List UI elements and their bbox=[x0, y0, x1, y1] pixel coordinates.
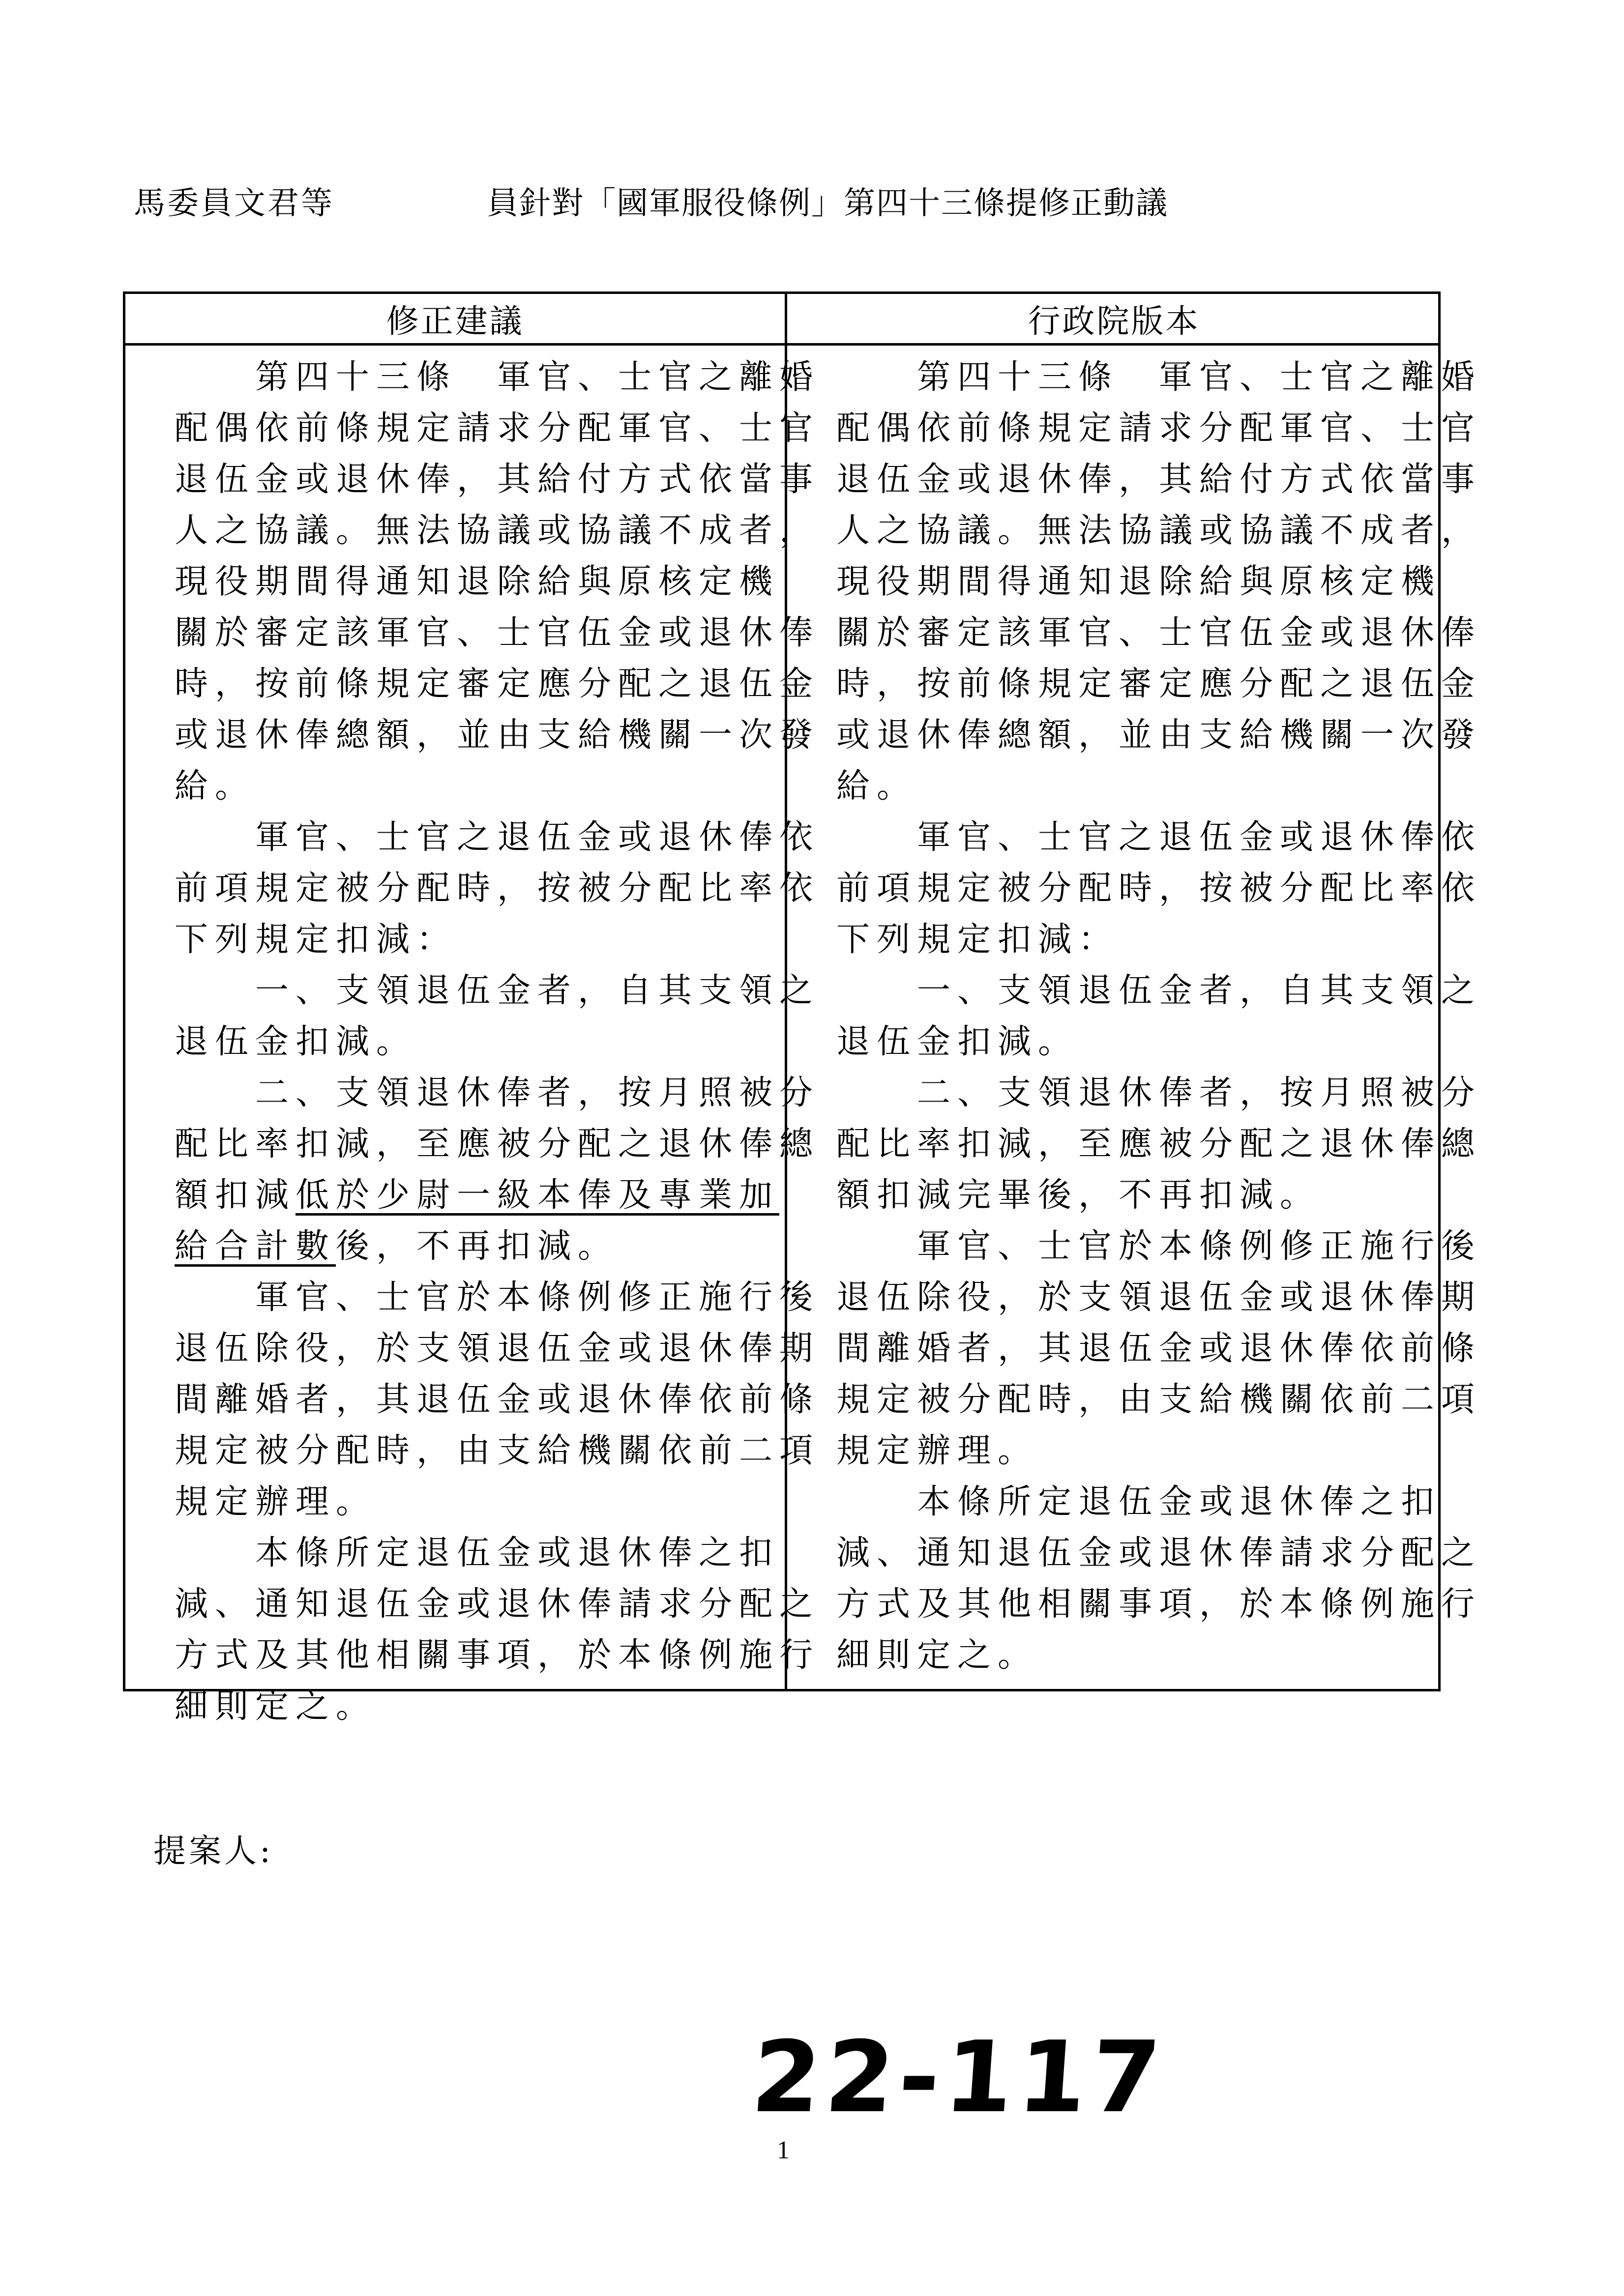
text-segment: 退伍金扣減。 bbox=[836, 1022, 1079, 1061]
text-segment: 規定被分配時，由支給機關依前二項 bbox=[836, 1380, 1482, 1419]
text-segment: 一、支領退伍金者，自其支領之 bbox=[917, 971, 1482, 1010]
text-line bbox=[836, 914, 1439, 965]
text-line bbox=[836, 1323, 1482, 1374]
text-line bbox=[836, 863, 1482, 914]
text-line bbox=[836, 608, 1482, 659]
text-segment: 前項規定被分配時，按被分配比率依 bbox=[175, 869, 820, 908]
amended-text-underlined: 給合計數 bbox=[175, 1227, 336, 1266]
text-line bbox=[836, 812, 1482, 863]
text-line bbox=[836, 1425, 1439, 1477]
text-segment: 配比率扣減，至應被分配之退休俸總 bbox=[836, 1125, 1482, 1163]
text-segment: 細則定之。 bbox=[175, 1687, 377, 1726]
text-line bbox=[836, 1374, 1482, 1425]
handwritten-document-code: 22-117 bbox=[748, 2020, 1169, 2135]
text-line bbox=[175, 1017, 782, 1068]
text-line bbox=[836, 965, 1482, 1017]
text-line bbox=[175, 710, 820, 761]
text-line bbox=[836, 1068, 1482, 1119]
text-line bbox=[175, 1323, 820, 1374]
text-segment: 後，不再扣減。 bbox=[336, 1227, 619, 1266]
proposer-label: 提案人: bbox=[153, 1832, 274, 1870]
amended-text-underlined: 低於少尉一級本俸及專業加 bbox=[295, 1176, 780, 1215]
text-line bbox=[175, 1119, 820, 1170]
text-line bbox=[836, 1477, 1442, 1528]
text-line bbox=[175, 659, 820, 710]
text-segment: 前項規定被分配時，按被分配比率依 bbox=[836, 869, 1482, 908]
text-segment: 本條所定退伍金或退休俸之扣 bbox=[255, 1534, 780, 1572]
text-segment: 規定辦理。 bbox=[175, 1482, 377, 1521]
text-line bbox=[175, 454, 820, 505]
text-segment: 配偶依前條規定請求分配軍官、士官 bbox=[175, 409, 820, 448]
text-segment: 第四十三條 軍官、士官之離婚 bbox=[917, 358, 1482, 397]
amendment-text-cell bbox=[175, 352, 820, 1732]
text-segment: 細則定之。 bbox=[836, 1636, 1038, 1675]
text-segment: 或退休俸總額，並由支給機關一次發 bbox=[175, 716, 820, 755]
text-segment: 額扣減 bbox=[175, 1176, 296, 1215]
text-segment: 現役期間得通知退除給與原核定機 bbox=[175, 562, 780, 601]
text-line bbox=[175, 1681, 782, 1732]
text-segment: 規定被分配時，由支給機關依前二項 bbox=[175, 1431, 820, 1470]
motion-title: 員針對「國軍服役條例」第四十三條提修正動議 bbox=[487, 185, 1168, 222]
text-line bbox=[836, 1579, 1482, 1630]
text-line bbox=[175, 863, 820, 914]
text-line bbox=[836, 1528, 1482, 1579]
text-segment: 二、支領退休俸者，按月照被分 bbox=[255, 1074, 820, 1112]
text-line bbox=[175, 1374, 820, 1425]
text-line bbox=[175, 505, 820, 556]
text-line bbox=[175, 608, 820, 659]
comparison-table bbox=[123, 291, 1482, 1726]
text-line bbox=[175, 812, 820, 863]
text-line bbox=[836, 1221, 1482, 1272]
text-line bbox=[175, 761, 782, 812]
text-line bbox=[836, 761, 1439, 812]
text-line bbox=[175, 914, 782, 965]
text-line bbox=[175, 1579, 820, 1630]
text-segment: 下列規定扣減： bbox=[175, 920, 457, 959]
text-line bbox=[836, 505, 1482, 556]
text-segment: 人之協議。無法協議或協議不成者， bbox=[836, 511, 1482, 550]
text-segment: 退伍金扣減。 bbox=[175, 1022, 417, 1061]
text-line bbox=[175, 1425, 820, 1477]
header-divider bbox=[125, 343, 1438, 346]
text-line bbox=[836, 454, 1482, 505]
text-line bbox=[836, 352, 1482, 403]
text-segment: 或退休俸總額，並由支給機關一次發 bbox=[836, 716, 1482, 755]
text-segment: 軍官、士官之退伍金或退休俸依 bbox=[255, 818, 820, 857]
text-segment: 現役期間得通知退除給與原核定機 bbox=[836, 562, 1442, 601]
text-segment: 間離婚者，其退伍金或退休俸依前條 bbox=[836, 1329, 1482, 1368]
column-header-amendment: 修正建議 bbox=[386, 302, 524, 340]
text-segment: 時，按前條規定審定應分配之退伍金 bbox=[175, 665, 820, 703]
text-segment: 配偶依前條規定請求分配軍官、士官 bbox=[836, 409, 1482, 448]
text-segment: 間離婚者，其退伍金或退休俸依前條 bbox=[175, 1380, 820, 1419]
text-segment: 下列規定扣減： bbox=[836, 920, 1119, 959]
text-segment: 退伍除役，於支領退伍金或退休俸期 bbox=[175, 1329, 820, 1368]
text-segment: 關於審定該軍官、士官伍金或退休俸 bbox=[175, 613, 820, 652]
text-line bbox=[175, 1221, 782, 1272]
text-line bbox=[836, 1119, 1482, 1170]
motion-sponsor-title: 馬委員文君等 bbox=[134, 185, 334, 222]
text-segment: 退伍金或退休俸，其給付方式依當事 bbox=[175, 460, 820, 499]
text-line bbox=[836, 1017, 1439, 1068]
text-segment: 給。 bbox=[175, 767, 256, 806]
column-header-executive-version: 行政院版本 bbox=[1028, 302, 1200, 340]
text-segment: 給。 bbox=[836, 767, 917, 806]
text-line bbox=[175, 1068, 820, 1119]
text-line bbox=[836, 1170, 1439, 1221]
text-line bbox=[175, 965, 820, 1017]
text-line bbox=[836, 1630, 1439, 1681]
text-line bbox=[836, 403, 1482, 454]
text-segment: 規定辦理。 bbox=[836, 1431, 1038, 1470]
text-segment: 軍官、士官於本條例修正施行後 bbox=[917, 1227, 1482, 1266]
text-segment: 二、支領退休俸者，按月照被分 bbox=[917, 1074, 1482, 1112]
text-line bbox=[836, 1272, 1482, 1323]
text-segment: 減、通知退伍金或退休俸請求分配之 bbox=[836, 1534, 1482, 1572]
text-segment: 配比率扣減，至應被分配之退休俸總 bbox=[175, 1125, 820, 1163]
text-segment: 減、通知退伍金或退休俸請求分配之 bbox=[175, 1585, 820, 1624]
text-line bbox=[836, 659, 1482, 710]
text-line bbox=[175, 1272, 820, 1323]
text-segment: 軍官、士官之退伍金或退休俸依 bbox=[917, 818, 1482, 857]
text-segment: 退伍除役，於支領退伍金或退休俸期 bbox=[836, 1278, 1482, 1317]
text-segment: 退伍金或退休俸，其給付方式依當事 bbox=[836, 460, 1482, 499]
text-segment: 一、支領退伍金者，自其支領之 bbox=[255, 971, 820, 1010]
text-line bbox=[836, 556, 1442, 608]
text-segment: 方式及其他相關事項，於本條例施行 bbox=[175, 1636, 820, 1675]
text-segment: 軍官、士官於本條例修正施行後 bbox=[255, 1278, 820, 1317]
text-line bbox=[175, 1528, 782, 1579]
text-segment: 本條所定退伍金或退休俸之扣 bbox=[917, 1482, 1442, 1521]
text-segment: 方式及其他相關事項，於本條例施行 bbox=[836, 1585, 1482, 1624]
text-line bbox=[836, 710, 1482, 761]
text-line bbox=[175, 1630, 820, 1681]
text-segment: 時，按前條規定審定應分配之退伍金 bbox=[836, 665, 1482, 703]
text-line bbox=[175, 1477, 782, 1528]
text-line bbox=[175, 556, 782, 608]
text-segment: 第四十三條 軍官、士官之離婚 bbox=[255, 358, 820, 397]
text-segment: 人之協議。無法協議或協議不成者， bbox=[175, 511, 820, 550]
text-line bbox=[175, 1170, 782, 1221]
page-number: 1 bbox=[777, 2136, 790, 2164]
executive-version-text-cell bbox=[836, 352, 1482, 1681]
text-line bbox=[175, 403, 820, 454]
text-segment: 額扣減完畢後，不再扣減。 bbox=[836, 1176, 1321, 1215]
text-line bbox=[175, 352, 820, 403]
text-segment: 關於審定該軍官、士官伍金或退休俸 bbox=[836, 613, 1482, 652]
